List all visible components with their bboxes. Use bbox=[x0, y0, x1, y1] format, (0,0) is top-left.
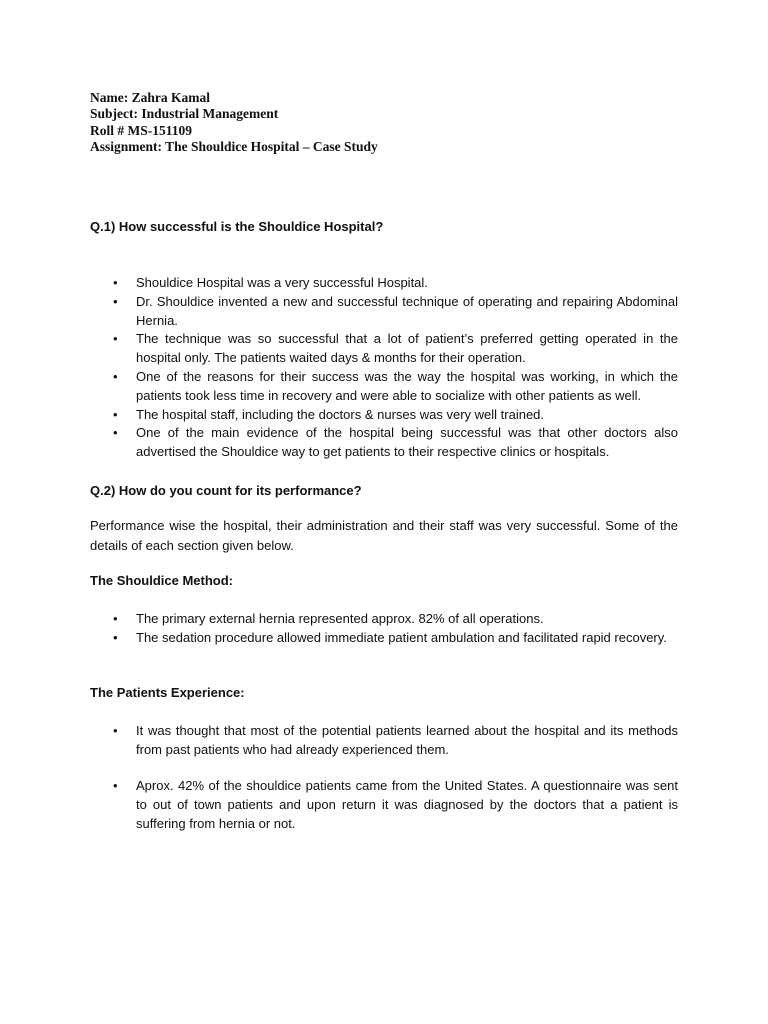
list-item: • Dr. Shouldice invented a new and successful technique of operating and repairing Abdominal Hernia. bbox=[113, 293, 678, 328]
question-2-heading: Q.2) How do you count for its performance? bbox=[90, 483, 362, 498]
list-item: • It was thought that most of the potential patients learned about the hospital and its methods from past patients who had already experienced them. bbox=[113, 723, 678, 757]
bullet-icon: • bbox=[113, 778, 118, 793]
question-2-intro: Performance wise the hospital, their administration and their staff was very successful. Some of the details of each section given below. bbox=[90, 518, 678, 553]
patients-experience-heading: The Patients Experience: bbox=[90, 685, 245, 700]
list-item: • One of the reasons for their success was the way the hospital was working, in which the patients took less time in recovery and were able to socialize with other patients as well. bbox=[113, 368, 678, 403]
student-name: Name: Zahra Kamal bbox=[90, 90, 210, 105]
document-header bbox=[90, 90, 690, 155]
list-item: • One of the main evidence of the hospital being successful was that other doctors also advertised the Shouldice way to get patients to their respective clinics or hospitals. bbox=[113, 425, 678, 460]
bullet-icon: • bbox=[113, 406, 118, 422]
question-1-heading: Q.1) How successful is the Shouldice Hospital? bbox=[90, 219, 384, 234]
list-item: • The hospital staff, including the doctors & nurses was very well trained. bbox=[90, 406, 678, 425]
shouldice-method-heading: The Shouldice Method: bbox=[90, 573, 233, 588]
question-1-answer-list bbox=[90, 274, 678, 462]
bullet-icon: • bbox=[113, 368, 118, 384]
subject-line: Subject: Industrial Management bbox=[90, 106, 279, 122]
list-item: • The sedation procedure allowed immediate patient ambulation and facilitated rapid recovery. bbox=[90, 629, 678, 648]
bullet-icon: • bbox=[113, 723, 118, 738]
bullet-icon: • bbox=[113, 331, 118, 347]
list-item: • The technique was so successful that a lot of patient’s preferred getting operated in the hospital only. The patients waited days & months for their operation. bbox=[113, 331, 678, 366]
bullet-icon: • bbox=[113, 629, 118, 645]
bullet-icon: • bbox=[113, 275, 118, 290]
patients-experience-list-1 bbox=[90, 722, 678, 760]
bullet-icon: • bbox=[113, 611, 118, 626]
bullet-icon: • bbox=[113, 425, 118, 441]
assignment-title: Assignment: The Shouldice Hospital – Case Study bbox=[90, 138, 378, 154]
bullet-icon: • bbox=[113, 293, 118, 309]
list-item: • The primary external hernia represented approx. 82% of all operations. bbox=[90, 610, 678, 629]
roll-number: Roll # MS-151109 bbox=[90, 122, 193, 138]
shouldice-method-list bbox=[90, 610, 678, 648]
patients-experience-list-2 bbox=[90, 777, 678, 833]
list-item: • Shouldice Hospital was a very successful Hospital. bbox=[90, 274, 678, 293]
list-item: • Aprox. 42% of the shouldice patients came from the United States. A questionnaire was sent to out of town patients and upon return it was diagnosed by the doctors that a patient is suffering from hernia or not. bbox=[113, 778, 678, 831]
